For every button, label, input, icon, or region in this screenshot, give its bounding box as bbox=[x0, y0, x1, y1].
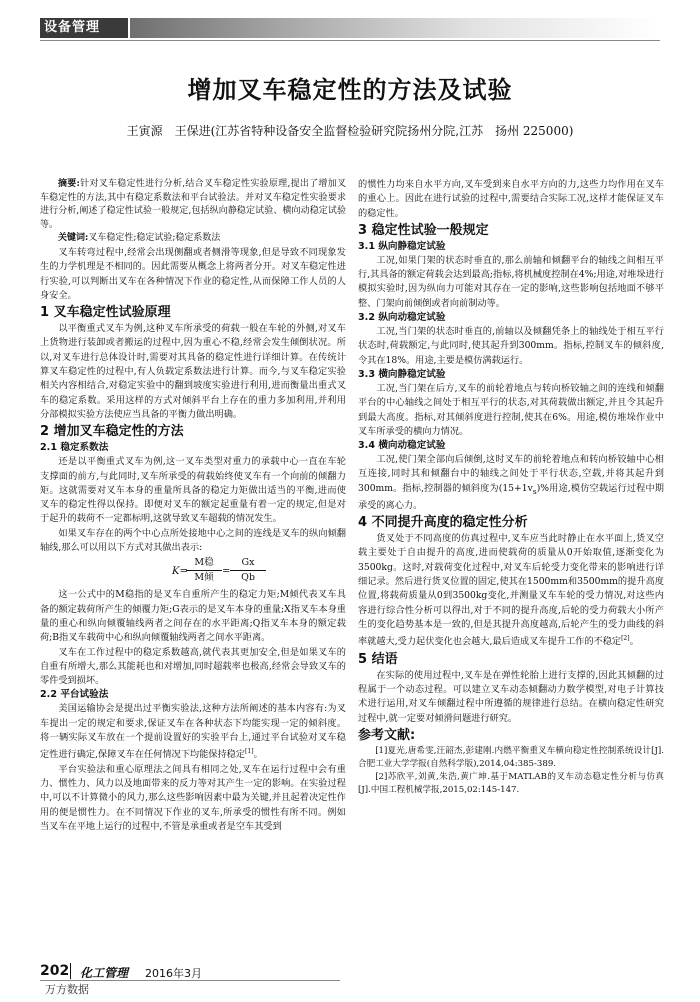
section-label: 设备管理 bbox=[44, 20, 101, 35]
citation-1: [1] bbox=[245, 748, 254, 756]
section-2-1-paragraph-4: 叉车在工作过程中的稳定系数越高,就代表其更加安全,但是如果叉车的自重有所增大,那么其能耗也和对增加,同时超载率也极高,经常会导致叉车的零件受到损坏。 bbox=[40, 646, 346, 687]
section-5-heading: 5 结语 bbox=[358, 651, 398, 667]
section-2-1-paragraph-2: 如果叉车存在的两个中心点所处接地中心之间的连线是叉车的纵向倾翻轴线,那么可以用以下方式对其做出表示: bbox=[40, 527, 346, 554]
reference-1: [1]夏光,唐希雯,汪韶杰,彭建刚.内燃平衡重叉车横向稳定性控制系统设计[J].合肥工业大学学报(自然科学版),2014,04:385-389. bbox=[358, 745, 664, 769]
abstract-text: 针对叉车稳定性进行分析,结合叉车稳定性实验原理,提出了增加叉车稳定性的方法,其中有稳定系数法和平台试验法。并对叉车稳定性实验要求进行分析,阐述了稳定性试验一般规定,包括纵向静稳定试验、横向动稳定试验等。 bbox=[40, 179, 346, 230]
formula-num-2: Gx bbox=[230, 556, 266, 571]
section-4-text: 货叉处于不同高度的仿真过程中,叉车应当此时静止在水平面上,货叉空载主要处于自由提升的高度,进而使载荷的质量从0开始取值,逐渐变化为3500kg。这时,对载荷变化过程中,对叉车后轮受力变化带来的影响进行详细记录。然后进行货叉位置的固定,使其在1500mm和3500mm的提升高度位置,将载荷质量从0到3500kg变化,并测量叉车车轮的受力情况,对这些内容进行综合性分析可以得出,对于不同的提升高度,后轮的受力荷载大小所产生的变化趋势基本是一致的,但是其提升高度越高,后轮产生的受力曲线的斜率就越大,受力起伏变化也会越大,最后造成叉车提升工作的不稳定 bbox=[358, 533, 664, 648]
intro-paragraph: 叉车转弯过程中,经常会出现侧翻或者侧滑等现象,但是导致不同现象发生的力学机理是不相同的。因此需要从概念上将两者分开。对叉车稳定性进行实验,可以判断出叉车在各种情况下作业的稳定性,从而保障工作人员的人身安全。 bbox=[40, 246, 346, 301]
section-3-3-paragraph: 工况,当门架在后方,叉车的前轮着地点与转向桥铰轴之间的连线和倾翻平台的中心轴线之间处于相互平行的状态,对其荷载做出额定,并且令其起升到最大高度。指标,对其倾斜度进行控制,使其在6%。用途,模仿堆垛作业中叉车所承受的横向力情况。 bbox=[358, 382, 664, 437]
section-3-4-text-a: 工况,使门架全部向后倾倒,这时叉车的前轮着地点和转向桥铰轴中心相互连接,同时其和倾翻台中的轴线之间处于平行状态,空载,并将其起升到300mm。指标,控制器的倾斜度为 bbox=[358, 454, 664, 494]
section-2-heading: 2 增加叉车稳定性的方法 bbox=[40, 424, 184, 440]
watermark: 万方数据 bbox=[45, 983, 89, 996]
section-4-heading: 4 不同提升高度的稳定性分析 bbox=[358, 515, 528, 531]
formula-num-1: M稳 bbox=[186, 556, 222, 571]
formula-lhs: K= bbox=[172, 566, 188, 578]
subsection-3-3-heading: 3.3 横向静稳定试验 bbox=[358, 368, 446, 380]
section-3-4-text-b: )%用途,模仿空载运行过程中期承受的离心力。 bbox=[358, 482, 664, 511]
footer-divider bbox=[70, 963, 71, 979]
formula-equals: = bbox=[222, 566, 231, 578]
citation-2: [2] bbox=[621, 635, 630, 643]
formula-den-1: M倾 bbox=[194, 572, 214, 584]
left-column bbox=[40, 178, 346, 834]
page-number: 202 bbox=[40, 963, 70, 979]
formula-den-2: Qb bbox=[241, 572, 255, 584]
section-4-paragraph: 货叉处于不同高度的仿真过程中,叉车应当此时静止在水平面上,货叉空载主要处于自由提升的高度,进而使载荷的质量从0开始取值,逐渐变化为3500kg。这时,对载荷变化过程中,对叉车后轮受力变化带来的影响进行详细记录。然后进行货叉位置的固定,使其在1500mm和3500mm的提升高度位置,将载荷质量从0到3500kg变化,并测量叉车车轮的受力情况,对这些内容进行综合性分析可以得出,对于不同的提升高度,后轮的受力荷载大小所产生的变化趋势基本是一致的,但是其提升高度越高,后轮产生的受力曲线的斜率就越大,受力起伏变化也会越大,最后造成叉车提升工作的不稳定[2]。 bbox=[358, 533, 664, 648]
section-2-1-paragraph-3: 这一公式中的M稳指的是叉车自重所产生的稳定力矩;M倾代表叉车具备的额定载荷所产生的倾覆力矩;G表示的是叉车本身的重量;X指叉车本身重量的重心和纵向倾覆轴线两者之间存在的水平距离;Q指叉车本身的额定载荷;B指叉车载荷中心和纵向倾覆轴线两者之间水平距离。 bbox=[40, 589, 346, 644]
article-title: 增加叉车稳定性的方法及试验 bbox=[187, 76, 513, 104]
subsection-2-2-heading: 2.2 平台试验法 bbox=[40, 689, 109, 701]
subsection-3-1-heading: 3.1 纵向静稳定试验 bbox=[358, 240, 446, 252]
section-1-paragraph: 以平衡重式叉车为例,这种叉车所承受的荷载一般在车轮的外侧,对叉车上货物进行装卸或者搬运的过程中,因为重心不稳,经常会发生倾倒状况。所以,对叉车进行总体设计时,需要对其具备的稳定性进行详细计算。在传统计算叉车稳定性的过程中,有人负载定系数法进行计算。而今,与叉车稳定实验相关内容相结合,对稳定实验中的翻到坡度实验进行利用,进而衡量出重式叉车的稳定系数。采用这样的方式对倾斜平台上存在的重力多加利用,并利用分部模拟实验方法使应当具备的平衡力做出明确。 bbox=[40, 323, 346, 420]
abstract-label: 摘要: bbox=[58, 179, 80, 189]
stability-formula bbox=[40, 555, 346, 588]
abstract bbox=[40, 178, 346, 232]
tilt-formula-subscript: s bbox=[532, 486, 537, 496]
conclusion-paragraph: 在实际的使用过程中,叉车是在弹性轮胎上进行支撑的,因此其倾翻的过程属于一个动态过程。可以建立叉车动态倾翻动力数学模型,对电子计算技术进行运用,对叉车倾翻过程中所遵循的规律进行总结。在横向稳定性研究过程中,就一定要对倾滑问题进行研究。 bbox=[358, 669, 664, 724]
right-column bbox=[358, 178, 664, 798]
journal-name: 化工管理 bbox=[80, 966, 129, 980]
formula-fraction-forces bbox=[230, 556, 266, 585]
section-2-2-paragraph-1: 美国运输协会是提出过平衡实验法,这种方法所阐述的基本内容有:为叉车提出一定的规定和要求,保证叉车在各种状态下均能实现一定的倾斜度。将一辆实际叉车放在一个提前设置好的实验平台上,通过平台试验对叉车稳定性进行确定,保障叉车在任何情况下均能保持稳定[1]。 bbox=[40, 703, 346, 761]
author-line: 王寅源 王保进(江苏省特种设备安全监督检验研究院扬州分院,江苏 扬州 225000) bbox=[126, 124, 574, 138]
tilt-formula: (15+1v bbox=[498, 482, 533, 494]
subsection-3-4-heading: 3.4 横向动稳定试验 bbox=[358, 440, 446, 452]
keywords bbox=[40, 232, 346, 246]
page-footer bbox=[40, 960, 340, 1000]
subsection-2-1-heading: 2.1 稳定系数法 bbox=[40, 442, 109, 454]
keywords-text: 叉车稳定性;稳定试验;稳定系数法 bbox=[88, 233, 221, 244]
section-2-2-text-1: 美国运输协会是提出过平衡实验法,这种方法所阐述的基本内容有:为叉车提出一定的规定和要求,保证叉车在各种状态下均能实现一定的倾斜度。将一辆实际叉车放在一个提前设置好的实验平台上,通过平台试验对叉车稳定性进行确定,保障叉车在任何情况下均能保持稳定 bbox=[40, 703, 346, 761]
section-2-1-paragraph-1: 还是以平衡重式叉车为例,这一叉车类型对重力的承载中心一直在车轮支撑面的前方,与此同时,叉车所承受的荷载始终使叉车有一个向前的倾翻力矩。这就需要对叉车本身的重量所具备的稳定力矩做出适当的平衡,进而使叉车的稳定性得以保持。即便对叉车的额定起重量有着一定的规定,但是对于起升的载荷不一定都标明,这就导致叉车超载的情况发生。 bbox=[40, 456, 346, 525]
formula-fraction-moments bbox=[186, 556, 222, 585]
keywords-label: 关键词: bbox=[58, 233, 89, 244]
section-3-heading: 3 稳定性试验一般规定 bbox=[358, 222, 489, 238]
section-2-2-paragraph-2: 平台实验法和重心原理法之间具有相同之处,叉车在运行过程中会有重力、惯性力、风力以及地面带来的反力等对其产生一定的影响。在实验过程中,可以不计算微小的风力,那么这些影响因素中最为关键,并且起着决定性作用的便是惯性力。在不同情况下作业的叉车,所承受的惯性有所不同。例如当叉车在平地上运行的过程中,不管是承重或者是空车其受到 bbox=[40, 763, 346, 832]
header-rule bbox=[40, 40, 660, 41]
header-band bbox=[130, 18, 660, 38]
section-3-2-paragraph: 工况,当门架的状态时垂直的,前轴以及倾翻凭条上的轴线处于相互平行状态时,荷载额定,与此同时,使其起升到300mm。指标,控制叉车的倾斜度,令其在18%。用途,主要是模仿满载运行。 bbox=[358, 326, 664, 366]
continued-paragraph: 的惯性力均来自水平方向,叉车受到来自水平方向的力,这些力均作用在叉车的重心上。因此在进行试验的过程中,需要结合实际工况,这样才能保证叉车的稳定性。 bbox=[358, 179, 664, 219]
section-3-4-paragraph bbox=[358, 453, 664, 513]
references-heading: 参考文献: bbox=[358, 727, 416, 743]
issue-date: 2016年3月 bbox=[145, 967, 202, 980]
section-1-heading: 1 叉车稳定性试验原理 bbox=[40, 305, 171, 321]
section-header bbox=[0, 0, 700, 42]
subsection-3-2-heading: 3.2 纵向动稳定试验 bbox=[358, 312, 446, 324]
section-3-1-paragraph: 工况,如果门架的状态时垂直的,那么前轴和倾翻平台的轴线之间相互平行,其具备的额定荷载会达到最高;指标,将机械度控制在4%;用途,对堆垛进行模拟实验时,因为纵向力可能对其存在一定的影响,这些影响包括地面不够平整、门架向前倾倒或者向前制动等。 bbox=[358, 254, 664, 309]
reference-2: [2]苏欣平,刘黄,朱浩,黄广坤.基于MATLAB的叉车动态稳定性分析与仿真[J].中国工程机械学报,2015,02:145-147. bbox=[358, 772, 664, 796]
